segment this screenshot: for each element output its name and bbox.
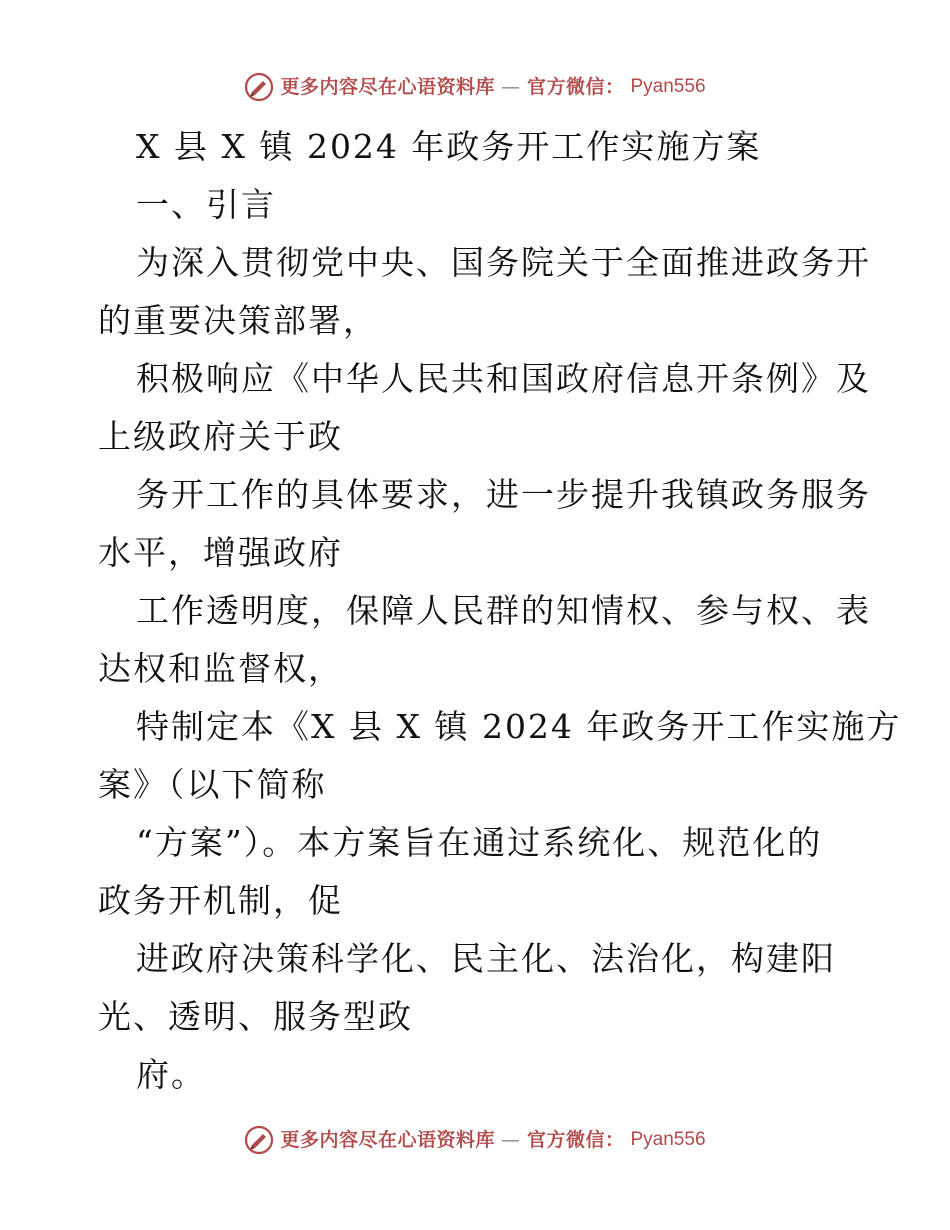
document-line: 府。 xyxy=(136,1055,206,1094)
document-line: 特制定本《X 县 X 镇 2024 年政务开工作实施方 xyxy=(136,707,902,746)
watermark-text: 更多内容尽在心语资料库 xyxy=(280,76,495,98)
pen-logo-icon xyxy=(244,72,274,102)
pen-logo-icon xyxy=(244,1125,274,1155)
watermark-header xyxy=(0,72,950,102)
document-line: 一、引言 xyxy=(136,185,276,224)
document-line: 上级政府关于政 xyxy=(98,417,343,456)
watermark-footer xyxy=(0,1125,950,1155)
watermark-id: Pyan556 xyxy=(630,76,706,97)
document-line: 的重要决策部署， xyxy=(98,301,378,340)
document-body xyxy=(98,118,902,1104)
document-line: 案》（以下简称 xyxy=(98,765,327,804)
watermark-label: 官方微信： xyxy=(526,76,625,98)
document-line: 务开工作的具体要求，进一步提升我镇政务服务 xyxy=(136,475,871,514)
document-line: 政务开机制，促 xyxy=(98,881,343,920)
watermark-separator: — xyxy=(500,1129,521,1151)
document-line: 积极响应《中华人民共和国政府信息开条例》及 xyxy=(136,359,871,398)
document-line: 为深入贯彻党中央、国务院关于全面推进政务开 xyxy=(136,243,871,282)
document-line: 达权和监督权， xyxy=(98,649,343,688)
document-line: 光、透明、服务型政 xyxy=(98,997,413,1036)
watermark-separator: — xyxy=(500,76,521,98)
watermark-text: 更多内容尽在心语资料库 xyxy=(280,1129,495,1151)
watermark-id: Pyan556 xyxy=(630,1129,706,1150)
document-line: 水平，增强政府 xyxy=(98,533,343,572)
document-title: X 县 X 镇 2024 年政务开工作实施方案 xyxy=(136,127,762,166)
document-line: 进政府决策科学化、民主化、法治化，构建阳 xyxy=(136,939,836,978)
document-line: “方案”）。本方案旨在通过系统化、规范化的 xyxy=(136,823,823,862)
watermark-label: 官方微信： xyxy=(526,1129,625,1151)
document-line: 工作透明度，保障人民群的知情权、参与权、表 xyxy=(136,591,871,630)
